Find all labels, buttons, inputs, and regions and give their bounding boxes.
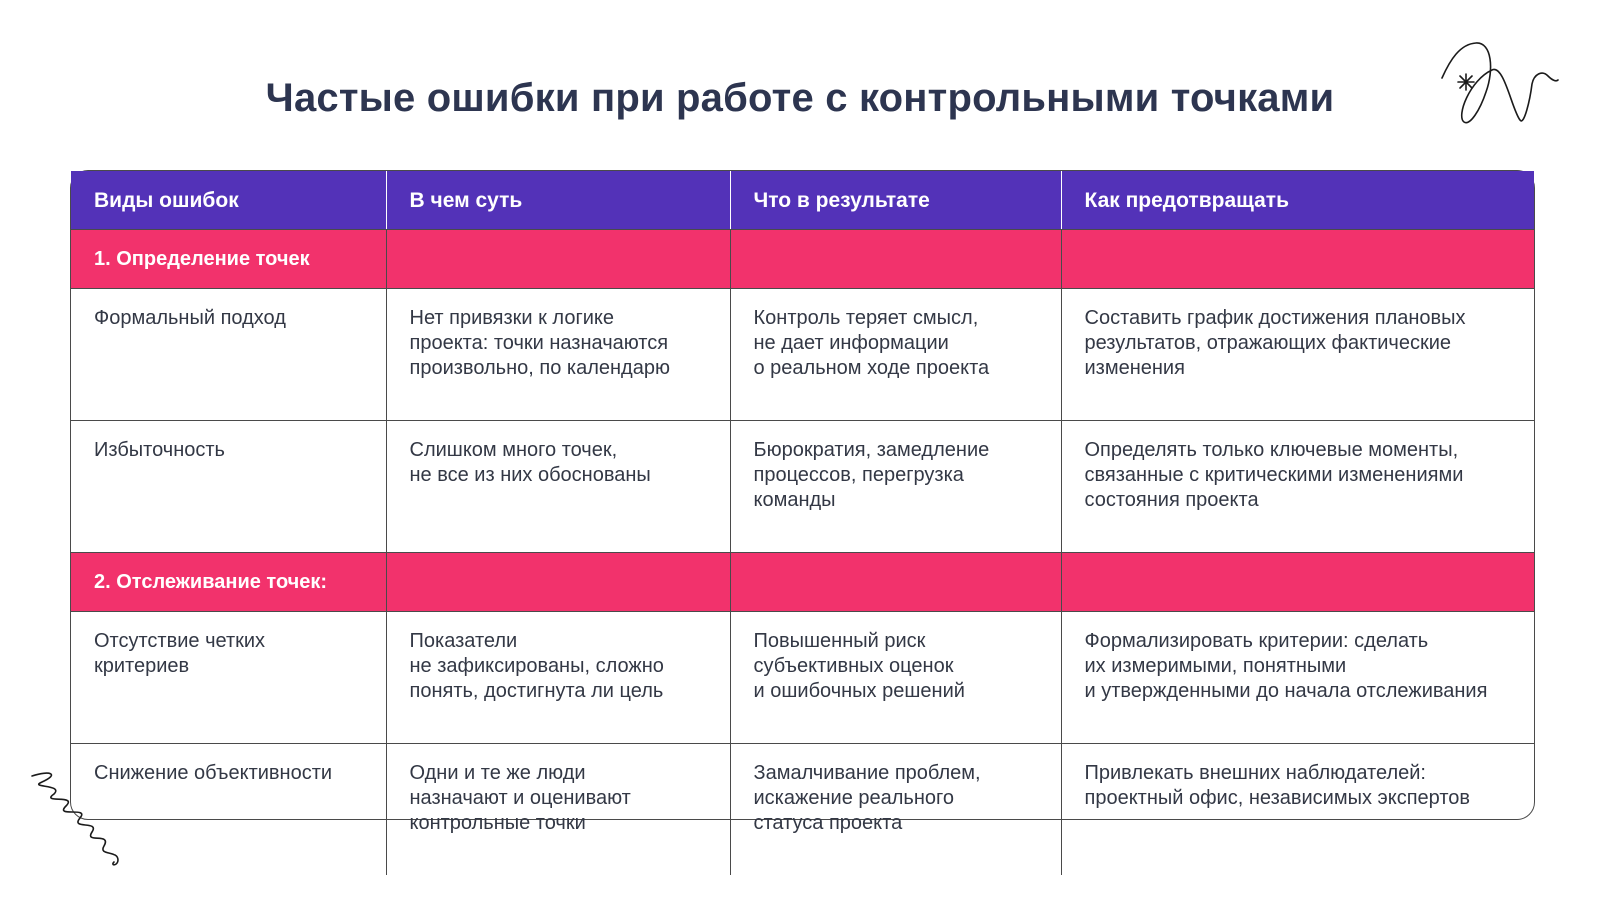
section-empty-cell [730,553,1061,612]
cell-essence: Нет привязки к логике проекта: точки назначаются произвольно, по календарю [386,289,730,421]
decorative-scribble-icon [1440,40,1560,132]
cell-result: Замалчивание проблем, искажение реального статуса проекта [730,744,1061,876]
cell-result: Повышенный риск субъективных оценок и ошибочных решений [730,612,1061,744]
header-prevention: Как предотвращать [1061,171,1534,230]
cell-prevention: Привлекать внешних наблюдателей: проектный офис, независимых экспертов [1084,762,1471,809]
cell-error-type: Отсутствие четких критериев [71,612,386,744]
cell-prevention: Формализировать критерии: сделать их измеримыми, понятными и утвержденными до начала отслеживания [1061,612,1534,744]
table-row [71,744,1534,876]
table-header-row [71,171,1534,230]
section-label: 2. Отслеживание точек: [71,553,386,612]
section-empty-cell [730,230,1061,289]
table-row [71,612,1534,744]
cell-prevention: Составить график достижения плановых результатов, отражающих фактические изменения [1061,289,1534,421]
section-label: 1. Определение точек [71,230,386,289]
cell-essence: Слишком много точек, не все из них обоснованы [386,421,730,553]
cell-error-type: Избыточность [71,421,386,553]
section-empty-cell [1061,553,1534,612]
table-row [71,289,1534,421]
page-title: Частые ошибки при работе с контрольными точками [265,76,1335,120]
header-result: Что в результате [730,171,1061,230]
cell-error-type: Формальный подход [71,289,386,421]
header-error-types: Виды ошибок [71,171,386,230]
cell-prevention: Определять только ключевые моменты, связанные с критическими изменениями состояния проекта [1061,421,1534,553]
cell-essence: Одни и те же люди назначают и оценивают контрольные точки [386,744,730,876]
cell-result: Бюрократия, замедление процессов, перегрузка команды [730,421,1061,553]
section-row [71,230,1534,289]
cell-essence: Показатели не зафиксированы, сложно понять, достигнута ли цель [386,612,730,744]
section-empty-cell [1061,230,1534,289]
cell-result: Контроль теряет смысл, не дает информации о реальном ходе проекта [730,289,1061,421]
section-empty-cell [386,230,730,289]
errors-table [70,170,1535,834]
section-row [71,553,1534,612]
decorative-zigzag-icon [30,770,130,870]
cell-error-type: Снижение объективности [71,744,386,876]
section-empty-cell [386,553,730,612]
table-row [71,421,1534,553]
header-essence: В чем суть [386,171,730,230]
